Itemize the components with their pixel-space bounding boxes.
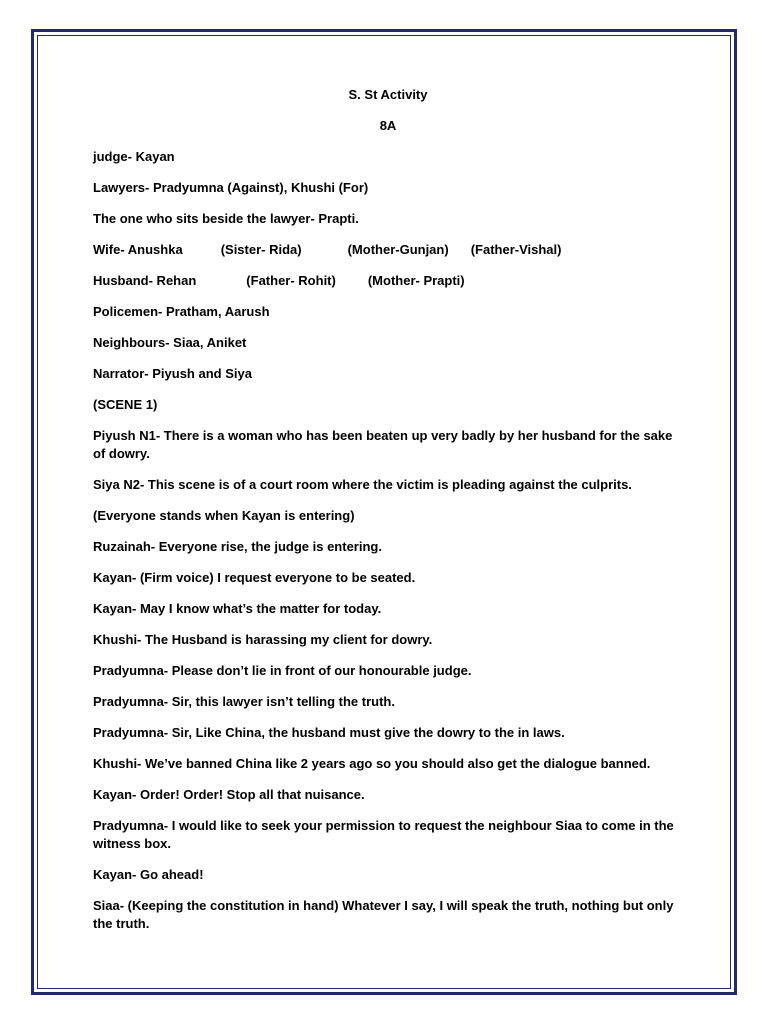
script-line: Kayan- Order! Order! Stop all that nuisance. [93, 787, 365, 802]
script-line: Kayan- Go ahead! [93, 867, 204, 882]
script-line: Khushi- The Husband is harassing my client for dowry. [93, 632, 433, 647]
script-line: Pradyumna- I would like to seek your permission to request the neighbour Siaa to come in the witness box. [93, 818, 674, 851]
cast-sitter: The one who sits beside the lawyer- Prapti. [93, 211, 359, 226]
script-line: Piyush N1- There is a woman who has been beaten up very badly by her husband for the sake of dowry. [93, 428, 673, 461]
cast-husband-row [93, 272, 683, 290]
scene-heading: (SCENE 1) [93, 397, 158, 412]
script-line: Khushi- We’ve banned China like 2 years ago so you should also get the dialogue banned. [93, 756, 651, 771]
cast-husband-mother: (Mother- Prapti) [367, 273, 465, 288]
cast-policemen: Policemen- Pratham, Aarush [93, 304, 270, 319]
cast-husband: Husband- Rehan [93, 273, 197, 288]
script-line: Pradyumna- Please don’t lie in front of our honourable judge. [93, 663, 472, 678]
cast-neighbours: Neighbours- Siaa, Aniket [93, 335, 247, 350]
script-line: Ruzainah- Everyone rise, the judge is entering. [93, 539, 382, 554]
script-line: Siya N2- This scene is of a court room where the victim is pleading against the culprits. [93, 477, 632, 492]
document-class: 8A [379, 118, 397, 133]
script-line: Kayan- May I know what’s the matter for today. [93, 601, 382, 616]
cast-wife-mother: (Mother-Gunjan) [347, 242, 449, 257]
script-line: Pradyumna- Sir, this lawyer isn’t telling the truth. [93, 694, 395, 709]
cast-judge: judge- Kayan [93, 149, 175, 164]
cast-wife-father: (Father-Vishal) [470, 242, 562, 257]
cast-lawyers: Lawyers- Pradyumna (Against), Khushi (For) [93, 180, 369, 195]
script-line: (Everyone stands when Kayan is entering) [93, 508, 355, 523]
document-body [93, 86, 683, 946]
cast-wife: Wife- Anushka [93, 242, 183, 257]
cast-narrator: Narrator- Piyush and Siya [93, 366, 252, 381]
document-title: S. St Activity [348, 87, 428, 102]
cast-husband-father: (Father- Rohit) [246, 273, 336, 288]
script-line: Siaa- (Keeping the constitution in hand) Whatever I say, I will speak the truth, nothing but only the truth. [93, 898, 674, 931]
script-line: Kayan- (Firm voice) I request everyone to be seated. [93, 570, 416, 585]
cast-wife-row [93, 241, 683, 259]
script-line: Pradyumna- Sir, Like China, the husband must give the dowry to the in laws. [93, 725, 565, 740]
cast-wife-sister: (Sister- Rida) [220, 242, 302, 257]
